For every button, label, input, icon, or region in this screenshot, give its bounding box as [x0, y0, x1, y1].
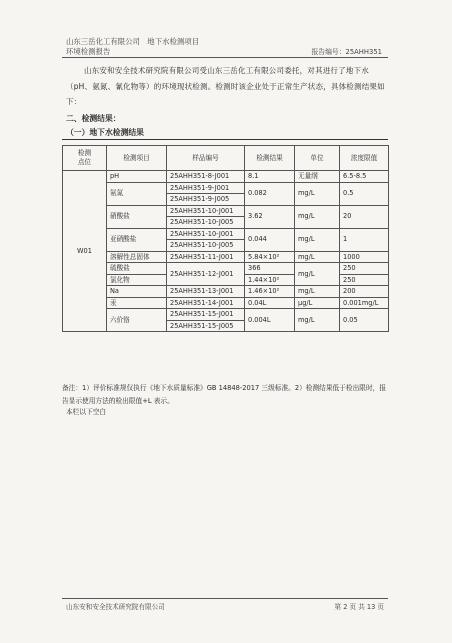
intro-paragraph: 山东安和安全技术研究院有限公司受山东三岳化工有限公司委托，对其进行了地下水（pH、氨氮、氰化物等）的环境现状检测。检测时该企业处于正常生产状态，具体检测结果如下：	[66, 66, 385, 106]
unit-cell: mg/L	[295, 309, 340, 332]
sample-cell: 25AHH351-15-J001	[167, 309, 245, 321]
table-row-nitrite	[63, 228, 389, 240]
sample-cell: 25AHH351-13-J001	[167, 286, 245, 298]
subsection-divider	[62, 139, 388, 140]
result-cell: 5.84×10²	[245, 251, 295, 263]
limit-cell: 0.001mg/L	[340, 297, 389, 309]
groundwater-results-table	[62, 145, 389, 332]
result-cell: 8.1	[245, 171, 295, 183]
header-point: 检测 点位	[63, 146, 107, 171]
result-cell: 366	[245, 263, 295, 275]
footer-company: 山东安和安全技术研究院有限公司	[66, 603, 165, 611]
unit-cell: mg/L	[295, 205, 340, 228]
item-cell: 氯化物	[107, 274, 167, 286]
section-title: 二、检测结果：	[66, 114, 121, 123]
table-header-row	[63, 146, 389, 171]
header-sample: 样品编号	[167, 146, 245, 171]
header-divider	[62, 57, 388, 58]
table-row-mercury	[63, 297, 389, 309]
sample-cell: 25AHH351-15-J005	[167, 320, 245, 332]
item-cell: 亚硝酸盐	[107, 228, 167, 251]
header-limit: 浓度限值	[340, 146, 389, 171]
unit-cell: mg/L	[295, 228, 340, 251]
unit-cell: mg/L	[295, 182, 340, 205]
subsection-title: （一）地下水检测结果	[66, 128, 144, 137]
sample-cell: 25AHH351-11-J001	[167, 251, 245, 263]
sample-cell: 25AHH351-10-J005	[167, 240, 245, 252]
result-cell: 3.62	[245, 205, 295, 228]
limit-cell: 250	[340, 263, 389, 275]
table-row-sodium	[63, 286, 389, 298]
item-cell: 六价铬	[107, 309, 167, 332]
limit-cell: 20	[340, 205, 389, 228]
item-cell: pH	[107, 171, 167, 183]
result-cell: 1.46×10²	[245, 286, 295, 298]
remarks-note: 备注：1）评价标准规仅执行《地下水质量标准》GB 14848-2017 三级标准。2）检测结果低于检出限时，报告显示使用方法的检出限值+L 表示。	[62, 384, 387, 405]
limit-cell: 250	[340, 274, 389, 286]
footer-divider	[62, 598, 388, 599]
result-cell: 0.04L	[245, 297, 295, 309]
table-row-ph	[63, 171, 389, 183]
limit-cell: 1000	[340, 251, 389, 263]
limit-cell: 1	[340, 228, 389, 251]
sample-cell: 25AHH351-14-J001	[167, 297, 245, 309]
blank-below-note: 本栏以下空白	[66, 408, 107, 416]
sample-cell: 25AHH351-10-J001	[167, 228, 245, 240]
header-result: 检测结果	[245, 146, 295, 171]
limit-cell: 0.05	[340, 309, 389, 332]
table-row-sulfate	[63, 263, 389, 275]
item-cell: 汞	[107, 297, 167, 309]
header-report-number: 报告编号：25AHH351	[311, 48, 382, 56]
header-company-project: 山东三岳化工有限公司 地下水检测项目	[66, 37, 200, 46]
sample-cell: 25AHH351-9-J005	[167, 194, 245, 206]
unit-cell: 无量纲	[295, 171, 340, 183]
page-header-left	[66, 37, 199, 57]
unit-cell: mg/L	[295, 263, 340, 286]
header-unit: 单位	[295, 146, 340, 171]
sample-cell: 25AHH351-8-J001	[167, 171, 245, 183]
header-item: 检测项目	[107, 146, 167, 171]
item-cell: 硝酸盐	[107, 205, 167, 228]
result-cell: 0.082	[245, 182, 295, 205]
item-cell: Na	[107, 286, 167, 298]
sample-cell: 25AHH351-9-J001	[167, 182, 245, 194]
result-cell: 0.004L	[245, 309, 295, 332]
header-report-type: 环境检测报告	[66, 47, 111, 56]
item-cell: 溶解性总固体	[107, 251, 167, 263]
unit-cell: mg/L	[295, 286, 340, 298]
result-cell: 0.044	[245, 228, 295, 251]
result-cell: 1.44×10²	[245, 274, 295, 286]
unit-cell: mg/L	[295, 251, 340, 263]
item-cell: 氨氮	[107, 182, 167, 205]
item-cell: 硫酸盐	[107, 263, 167, 275]
sample-cell: 25AHH351-12-J001	[167, 263, 245, 286]
footer-page-number: 第 2 页 共 13 页	[334, 603, 384, 611]
point-cell: W01	[63, 171, 107, 332]
sample-cell: 25AHH351-10-J001	[167, 205, 245, 217]
table-row-nitrate	[63, 205, 389, 217]
limit-cell: 200	[340, 286, 389, 298]
unit-cell: μg/L	[295, 297, 340, 309]
limit-cell: 6.5-8.5	[340, 171, 389, 183]
table-row-ammonia	[63, 182, 389, 194]
limit-cell: 0.5	[340, 182, 389, 205]
sample-cell: 25AHH351-10-J005	[167, 217, 245, 229]
